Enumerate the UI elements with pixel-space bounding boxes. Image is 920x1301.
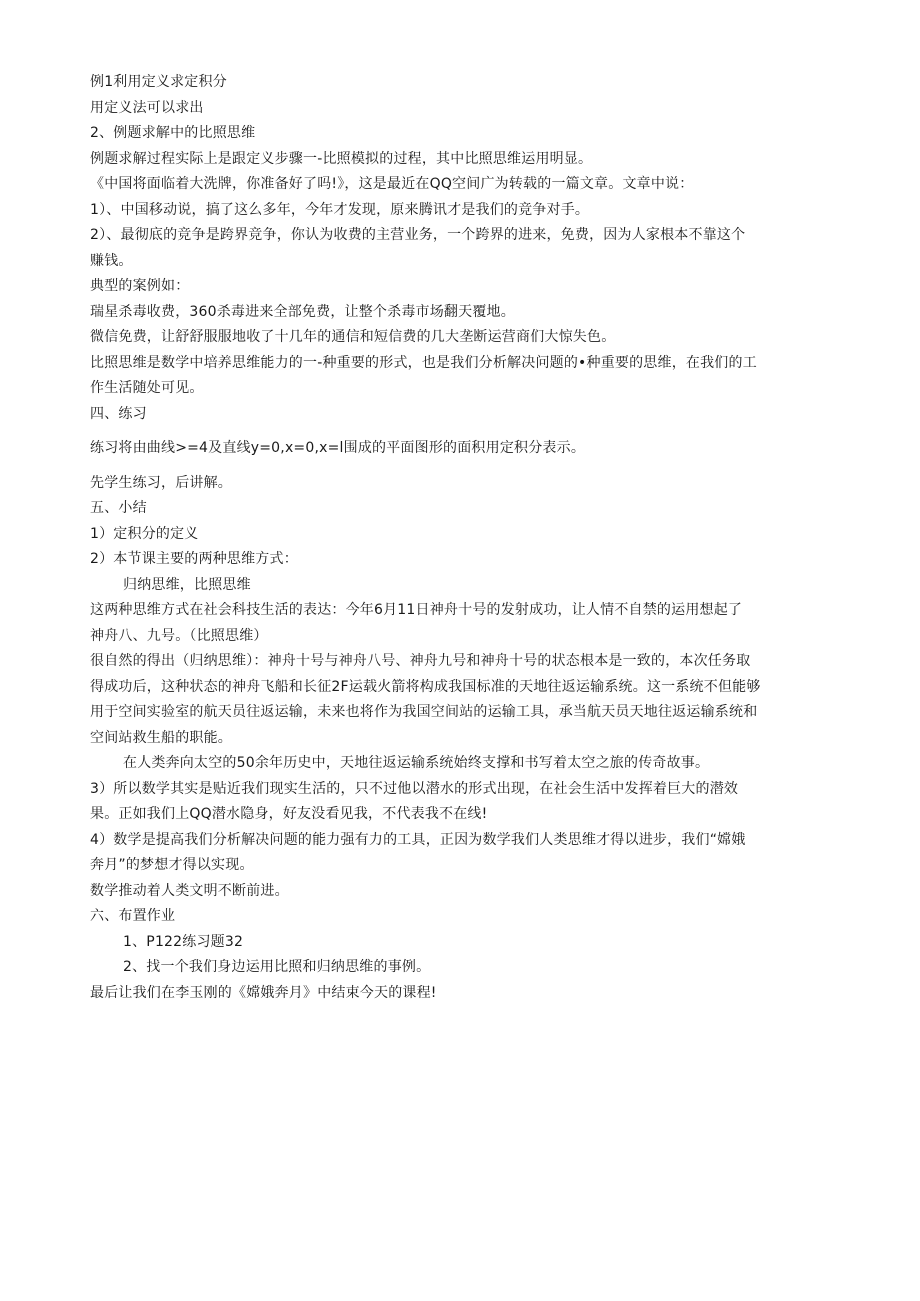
spacer <box>90 462 820 471</box>
section-heading-practice: 四、练习 <box>90 405 147 422</box>
paragraph-continuation: 神舟八、九号。（比照思维） <box>90 627 268 644</box>
list-item: 4）数学是提高我们分析解决问题的能力强有力的工具，正因为数学我们人类思维才得以进步，我们“嫦娥 <box>90 831 746 848</box>
paragraph: 典型的案例如： <box>90 278 190 294</box>
list-item: 2）本节课主要的两种思维方式： <box>90 551 298 567</box>
list-item: 3）所以数学其实是贴近我们现实生活的，只不过他以潜水的形式出现，在社会生活中发挥着巨大的潜效 <box>90 780 739 797</box>
exercise-text: 练习将由曲线>=4及直线y=0,x=0,x=l围成的平面图形的面积用定积分表示。 <box>90 440 586 456</box>
paragraph-continuation: 空间站救生船的职能。 <box>90 729 232 746</box>
paragraph-continuation: 得成功后，这种状态的神舟飞船和长征2F运载火箭将构成我国标准的天地往返运输系统。这一系统不但能够 <box>90 678 761 695</box>
spacer <box>90 427 820 436</box>
paragraph: 用定义法可以求出 <box>90 99 204 116</box>
paragraph: 微信免费，让舒舒服服地收了十几年的通信和短信费的几大垄断运营商们大惊失色。 <box>90 329 616 345</box>
indented-paragraph: 在人类奔向太空的50余年历史中，天地往返运输系统始终支撑和书写着太空之旅的传奇故事。 <box>123 755 710 771</box>
section-heading: 2、例题求解中的比照思维 <box>90 125 256 141</box>
list-item-continuation: 奔月”的梦想才得以实现。 <box>90 857 254 873</box>
document-page <box>90 70 820 1006</box>
paragraph: 瑞星杀毒收费，360杀毒进来全部免费，让整个杀毒市场翻天覆地。 <box>90 303 515 320</box>
paragraph: 比照思维是数学中培养思维能力的一-种重要的形式，也是我们分析解决问题的•种重要的思维，在我们的工 <box>90 354 757 371</box>
paragraph: 《中国将面临着大洗牌，你准备好了吗!》，这是最近在QQ空间广为转载的一篇文章。文章中说： <box>90 176 694 192</box>
paragraph: 数学推动着人类文明不断前进。 <box>90 882 289 899</box>
section-heading-homework: 六、布置作业 <box>90 908 176 924</box>
homework-item: 1、P122练习题32 <box>123 933 244 950</box>
list-item: 2）、最彻底的竞争是跨界竞争，你认为收费的主营业务，一个跨界的进来，免费，因为人家根本不靠这个 <box>90 227 746 243</box>
indented-line: 归纳思维，比照思维 <box>123 576 251 593</box>
list-item-continuation: 赚钱。 <box>90 252 133 269</box>
list-item: 1）、中国移动说，搞了这么多年，今年才发现，原来腾讯才是我们的竞争对手。 <box>90 201 590 218</box>
list-item-continuation: 果。正如我们上QQ潜水隐身，好友没看见我，不代表我不在线! <box>90 806 488 822</box>
closing-line: 最后让我们在李玉刚的《嫦娥奔月》中结束今天的课程! <box>90 984 437 1001</box>
paragraph-continuation: 作生活随处可见。 <box>90 380 204 396</box>
paragraph: 这两种思维方式在社会科技生活的表达：今年6月11日神舟十号的发射成功，让人情不自禁的运用想起了 <box>90 602 743 618</box>
paragraph-continuation: 用于空间实验室的航天员往返运输，未来也将作为我国空间站的运输工具，承当航天员天地往返运输系统和 <box>90 704 758 720</box>
homework-item: 2、找一个我们身边运用比照和归纳思维的事例。 <box>123 959 431 975</box>
list-item: 1）定积分的定义 <box>90 525 199 542</box>
paragraph: 先学生练习，后讲解。 <box>90 474 232 491</box>
section-heading-summary: 五、小结 <box>90 500 147 516</box>
example-heading: 例1利用定义求定积分 <box>90 74 227 90</box>
paragraph: 例题求解过程实际上是跟定义步骤一-比照模拟的过程，其中比照思维运用明显。 <box>90 150 593 167</box>
paragraph: 很自然的得出（归纳思维）：神舟十号与神舟八号、神舟九号和神舟十号的状态根本是一致的，本次任务取 <box>90 653 751 669</box>
